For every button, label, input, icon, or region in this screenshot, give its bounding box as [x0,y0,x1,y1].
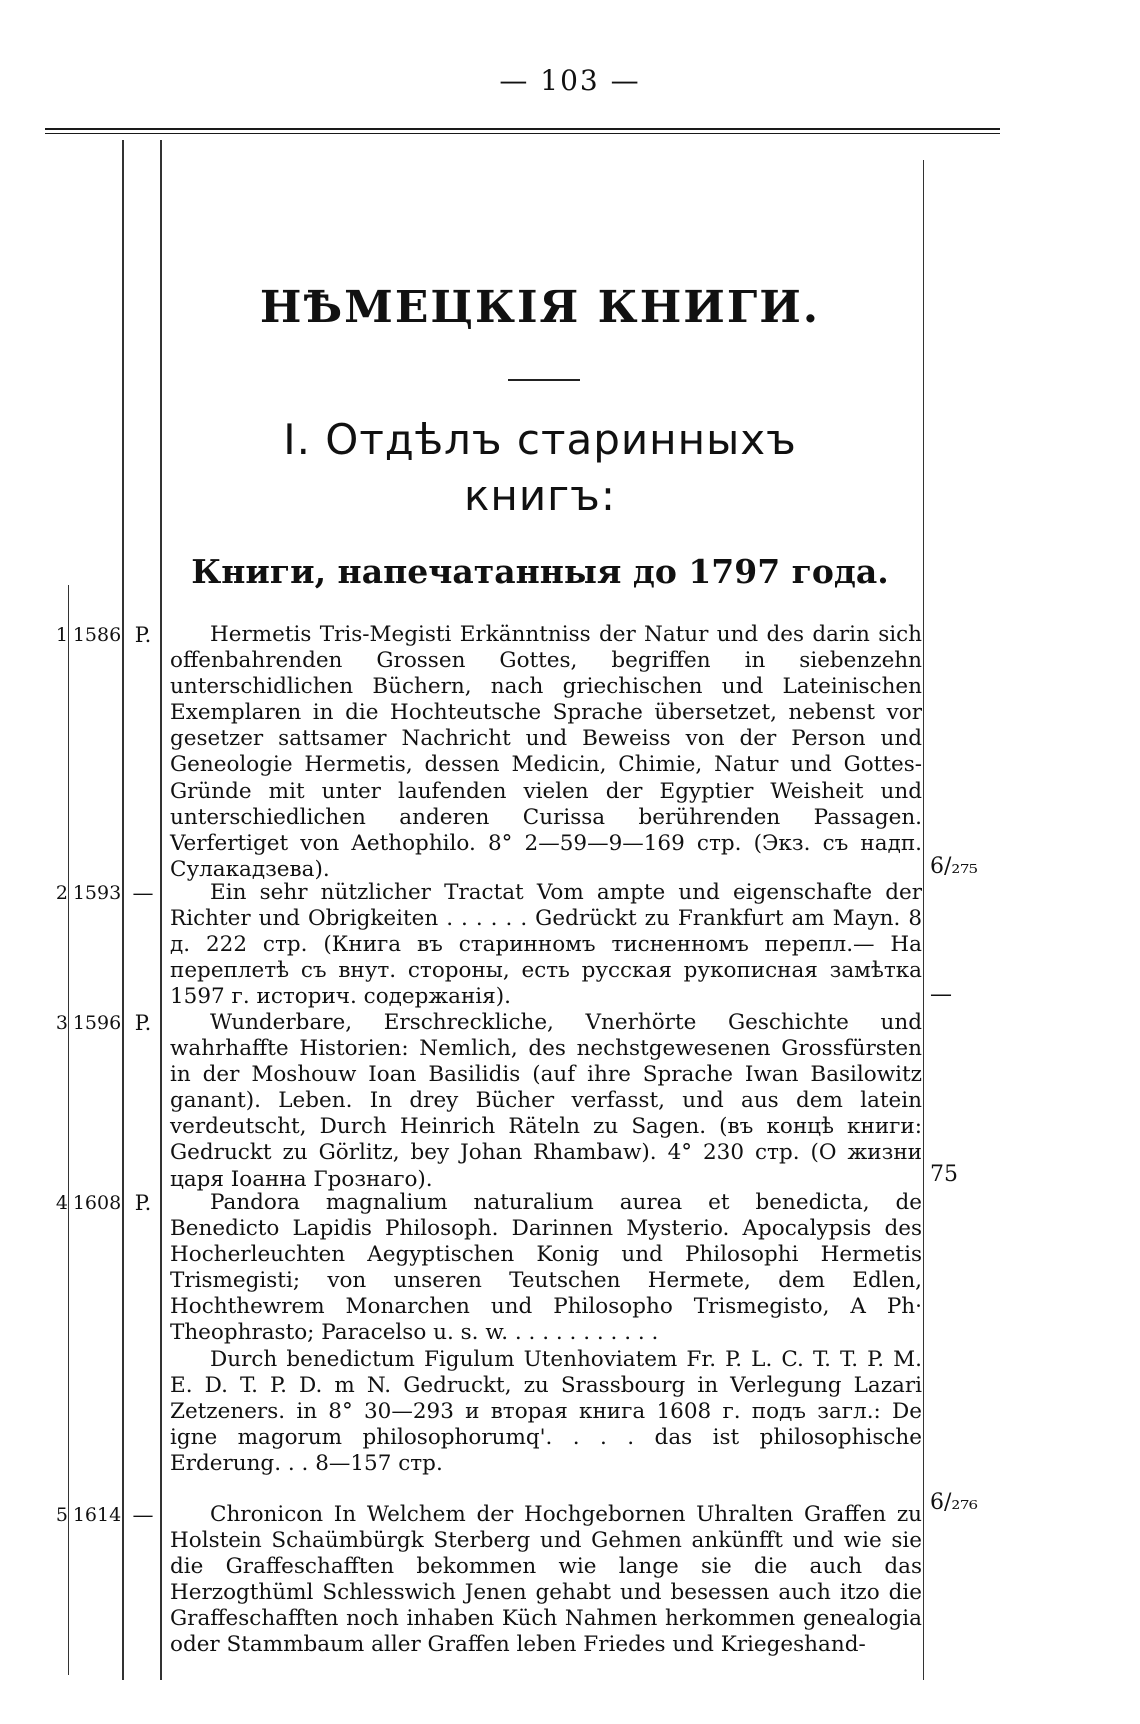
column-line-format [160,140,162,1680]
column-line-num [68,585,69,1675]
entry-price: 6/₂₇₅ [930,854,978,879]
entry-number: 2 [55,882,68,904]
entry-paragraph: Wunderbare, Erschreckliche, Vnerhörte Geschichte und wahrhaffte Historien: Nemlich, des nechstgewesenen Grossfürsten in der Moshouw Ioan Basilidis (auf ihre Sprache Iwan Basilowitz ganant). Leben. In drey Bücher verfasst, und aus dem latein verdeutscht, Durch Heinrich Räteln zu Sagen. (въ концѣ книги: Gedruckt zu Görlitz, bey Johan Rhambaw). 4° 230 стр. (О жизни царя Іоанна Грознаго). [170,1010,922,1192]
entry-year: 1596 [72,1012,122,1034]
entry-paragraph: Chronicon In Welchem der Hochgebornen Uhralten Graffen zu Holstein Schaümbürgk Sterberg und Gehmen ankünfft und wie sie die Graffeschafften bekommen wie lange sie die auch das Herzogthüml Schlesswich Jenen gehabt und besessen auch itzo die Graffeschafften noch inhaben Küch Nahmen herkommen genealogia oder Stammbaum aller Graffen leben Friedes und Kriegeshand- [170,1502,922,1658]
entry-format: P. [134,1011,152,1035]
entry-year: 1608 [72,1192,122,1214]
subtitle: Книги, напечатанныя до 1797 года. [191,552,889,591]
top-rule [45,128,1000,130]
entry-description [170,1190,922,1477]
section-title-line1: I. Отдѣлъ старинныхъ [283,415,797,464]
main-heading: НѢМЕЦКІЯ КНИГИ. [259,282,821,333]
entry-paragraph: Pandora magnalium naturalium aurea et benedicta, de Benedicto Lapidis Philosoph. Darinnen Mysterio. Apocalypsis des Hocherleuchten Aegyptischen Konig und Philosophi Hermetis Trismegisti; von unseren Teutschen Hermete, dem Edlen, Hochthewrem Monarchen und Philosopho Trismegisto, A Ph· Theophrasto; Paracelso u. s. w. . . . . . . . . . . . [170,1190,922,1346]
entry-format: P. [134,623,152,647]
heading-rule [508,379,580,381]
column-line-year [122,140,124,1680]
entry-number: 4 [55,1192,68,1214]
entry-paragraph: Durch benedictum Figulum Utenhoviatem Fr. P. L. C. T. T. P. M. E. D. T. P. D. m N. Gedruckt, zu Srassbourg in Verlegung Lazari Zetzeners. in 8° 30—293 и вторая книга 1608 г. подъ загл.: De igne magorum philosophorumq'. . . . das ist philosophische Erderung. . . 8—157 стр. [170,1346,922,1476]
entry-price: — [930,982,952,1007]
entry-number: 1 [55,624,68,646]
entry-description [170,622,922,883]
column-line-text [923,160,924,1680]
section-title-line2: книгъ: [463,471,616,520]
entry-format: P. [134,1191,152,1215]
entry-description [170,880,922,1010]
entry-paragraph: Ein sehr nützlicher Tractat Vom ampte und eigenschafte der Richter und Obrigkeiten . . . . . . Gedrückt zu Frankfurt am Mayn. 8 д. 222 стр. (Книга въ старинномъ тисненномъ перепл.— На переплетѣ съ внут. стороны, есть русская рукописная замѣтка 1597 г. историч. содержанія). [170,880,922,1010]
entry-paragraph: Hermetis Tris-Megisti Erkänntniss der Natur und des darin sich offenbahrenden Grossen Gottes, begriffen in siebenzehn unterschidlichen Büchern, nach griechischen und Lateinischen Exemplaren in die Hochteutsche Sprache übersetzet, nebenst vor gesetzer sattsamer Nachricht und Beweiss von der Person und Geneologie Hermetis, dessen Medicin, Chimie, Natur und Gottes-Gründe mit unter laufenden vielen der Egyptier Weisheit und unterschiedlichen anderen Curissa berührenden Passagen. Verfertiget von Aethophilo. 8° 2—59—9—169 стр. (Экз. съ надп. Сулакадзева). [170,622,922,882]
top-rule-thin [45,133,1000,134]
page-number: — 103 — [499,64,641,97]
entry-year: 1614 [72,1504,122,1526]
entry-description [170,1502,922,1659]
entry-number: 3 [55,1012,68,1034]
entry-description [170,1010,922,1193]
entry-price: 75 [930,1162,958,1187]
entry-price: 6/₂₇₆ [930,1490,978,1515]
entry-number: 5 [55,1504,68,1526]
entry-year: 1586 [72,624,122,646]
entry-format: — [132,1503,154,1527]
entry-format: — [132,881,154,905]
entry-year: 1593 [72,882,122,904]
